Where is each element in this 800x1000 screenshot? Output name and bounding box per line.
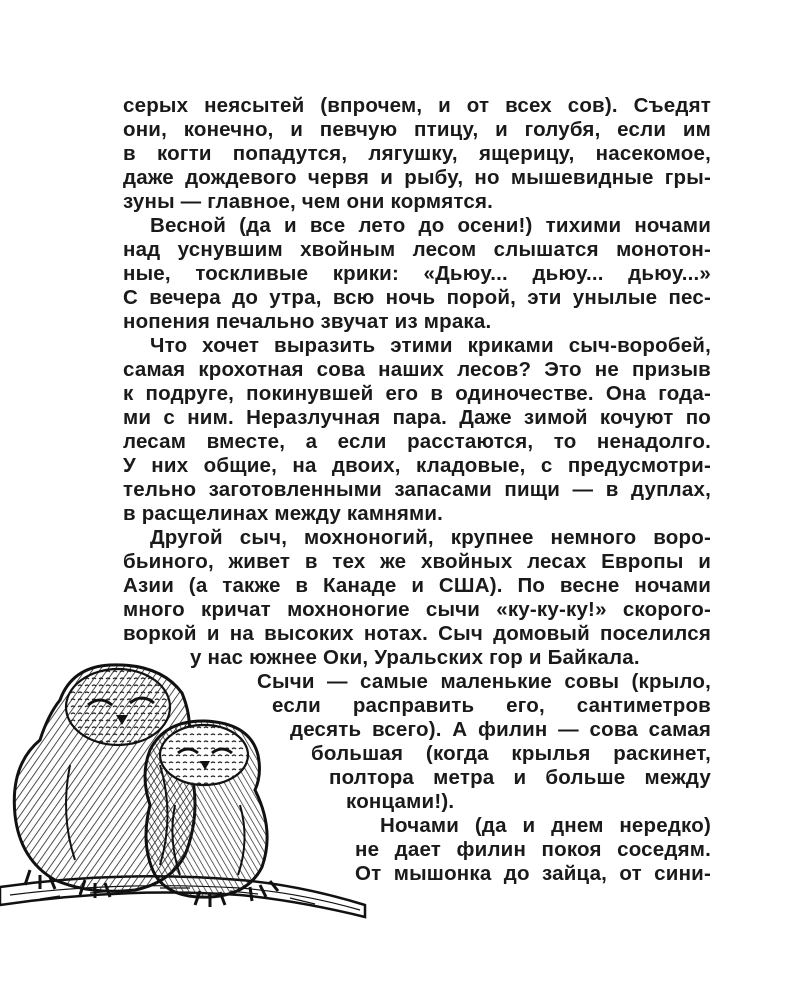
text-line: ные, тоскливые крики: «Дьюу... дьюу... дьюу...»: [123, 262, 711, 285]
text-line: Ночами (да и днем нередко): [380, 814, 711, 837]
text-line: С вечера до утра, всю ночь порой, эти унылые пес-: [123, 286, 711, 309]
text-line: Весной (да и все лето до осени!) тихими ночами: [150, 214, 711, 237]
text-line: тельно заготовленными запасами пищи — в дуплах,: [123, 478, 711, 501]
text-line: У них общие, на двоих, кладовые, с предусмотри-: [123, 454, 711, 477]
text-line: много кричат мохноногие сычи «ку-ку-ку!» скорого-: [123, 598, 711, 621]
text-line: в когти попадутся, лягушку, ящерицу, насекомое,: [123, 142, 711, 165]
text-line: концами!).: [346, 790, 455, 813]
text-line: бьиного, живет в тех же хвойных лесах Европы и: [123, 550, 711, 573]
text-line: нопения печально звучат из мрака.: [123, 310, 492, 333]
text-line: ми с ним. Неразлучная пара. Даже зимой кочуют по: [123, 406, 711, 429]
text-line: если расправить его, сантиметров: [272, 694, 711, 717]
text-line: десять всего). А филин — сова самая: [290, 718, 711, 741]
text-line: Азии (а также в Канаде и США). По весне ночами: [123, 574, 711, 597]
text-line: полтора метра и больше между: [329, 766, 711, 789]
text-line: большая (когда крылья раскинет,: [311, 742, 711, 765]
owls-illustration: [0, 655, 370, 925]
text-line: воркой и на высоких нотах. Сыч домовый поселился: [123, 622, 711, 645]
text-line: у нас южнее Оки, Уральских гор и Байкала.: [190, 646, 640, 669]
text-line: даже дождевого червя и рыбу, но мышевидные гры-: [123, 166, 711, 189]
text-line: над уснувшим хвойным лесом слышатся монотон-: [123, 238, 711, 261]
owl-right: [145, 721, 278, 907]
text-line: От мышонка до зайца, от сини-: [355, 862, 711, 885]
text-line: лесам вместе, а если расстаются, то ненадолго.: [123, 430, 711, 453]
text-line: Что хочет выразить этими криками сыч-воробей,: [150, 334, 711, 357]
text-line: они, конечно, и певчую птицу, и голубя, если им: [123, 118, 711, 141]
text-line: не дает филин покоя соседям.: [355, 838, 711, 861]
text-line: Другой сыч, мохноногий, крупнее немного воро-: [150, 526, 711, 549]
text-line: зуны — главное, чем они кормятся.: [123, 190, 494, 213]
text-line: к подруге, покинувшей его в одиночестве. Она года-: [123, 382, 711, 405]
text-line: серых неясытей (впрочем, и от всех сов). Съедят: [123, 94, 711, 117]
text-line: самая крохотная сова наших лесов? Это не призыв: [123, 358, 711, 381]
text-line: в расщелинах между камнями.: [123, 502, 444, 525]
text-line: Сычи — самые маленькие совы (крыло,: [257, 670, 711, 693]
